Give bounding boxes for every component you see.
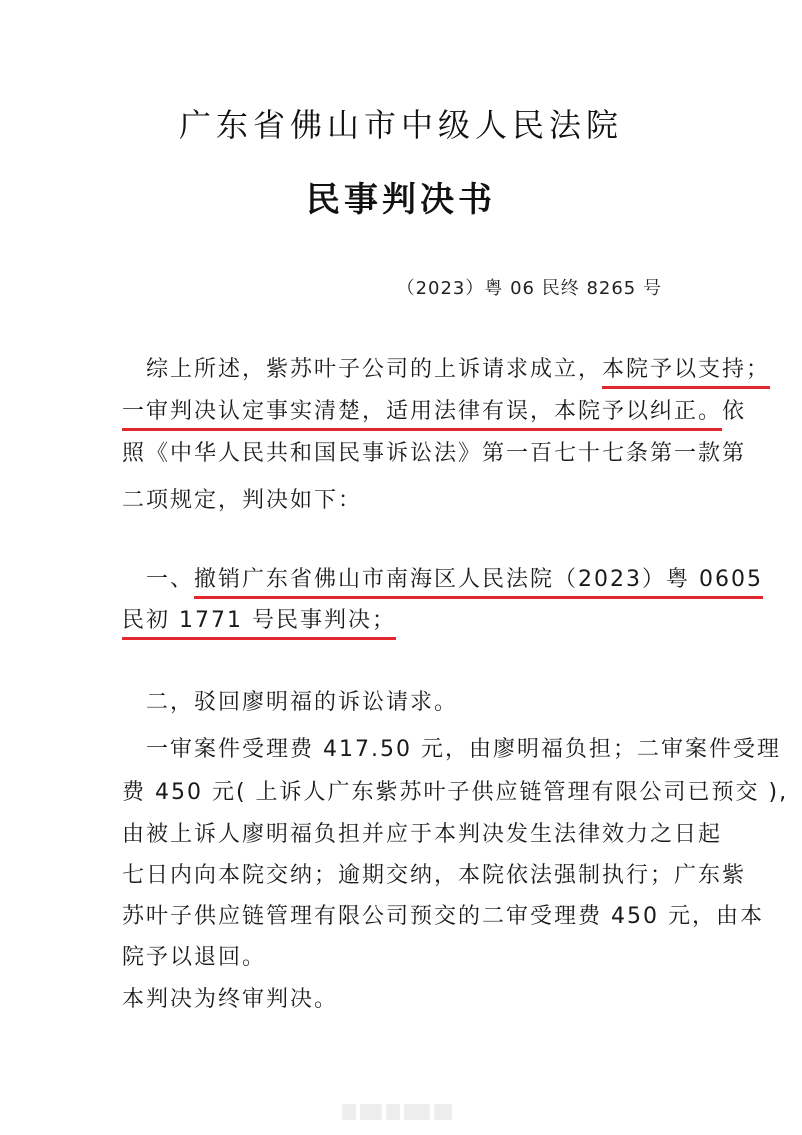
fees-line4: 七日内向本院交纳；逾期交纳，本院依法强制执行；广东紫 [122, 863, 747, 888]
judgment-item1-line2 [122, 606, 396, 636]
paragraph1-line3: 照《中华人民共和国民事诉讼法》第一百七十七条第一款第 [122, 441, 747, 466]
underlined-revoke-phrase: 撤销广东省佛山市南海区人民法院（2023）粤 0605 [194, 567, 763, 599]
judgment-item2: 二，驳回廖明福的诉讼请求。 [146, 690, 459, 715]
underlined-judgment-number: 民初 1771 号民事判决； [122, 608, 396, 640]
paragraph1-line4: 二项规定，判决如下： [122, 488, 363, 513]
underlined-correction-phrase: 一审判决认定事实清楚，适用法律有误，本院予以纠正。 [122, 399, 722, 431]
final-judgment-statement: 本判决为终审判决。 [122, 987, 339, 1012]
paragraph1-line1 [146, 355, 770, 385]
underlined-support-phrase: 本院予以支持； [602, 357, 770, 389]
paragraph1-line1-text: 综上所述，紫苏叶子公司的上诉请求成立， [146, 357, 603, 382]
fees-line6: 院予以退回。 [122, 945, 267, 970]
judgment-item1-line1 [146, 565, 763, 595]
judgment-item1-number: 一、 [146, 567, 195, 592]
case-number: （2023）粤 06 民终 8265 号 [396, 278, 662, 299]
fees-line5: 苏叶子供应链管理有限公司预交的二审受理费 450 元，由本 [122, 904, 764, 929]
fees-line2: 费 450 元( 上诉人广东紫苏叶子供应链管理有限公司已预交 ), [122, 780, 789, 805]
paragraph1-line2-tail: 依 [722, 399, 747, 424]
document-type-title: 民事判决书 [306, 180, 496, 220]
watermark [342, 1101, 472, 1123]
paragraph1-line2 [122, 397, 746, 427]
court-name: 广东省佛山市中级人民法院 [178, 106, 623, 144]
fees-line3: 由被上诉人廖明福负担并应于本判决发生法律效力之日起 [122, 822, 723, 847]
fees-line1: 一审案件受理费 417.50 元，由廖明福负担；二审案件受理 [146, 737, 781, 762]
